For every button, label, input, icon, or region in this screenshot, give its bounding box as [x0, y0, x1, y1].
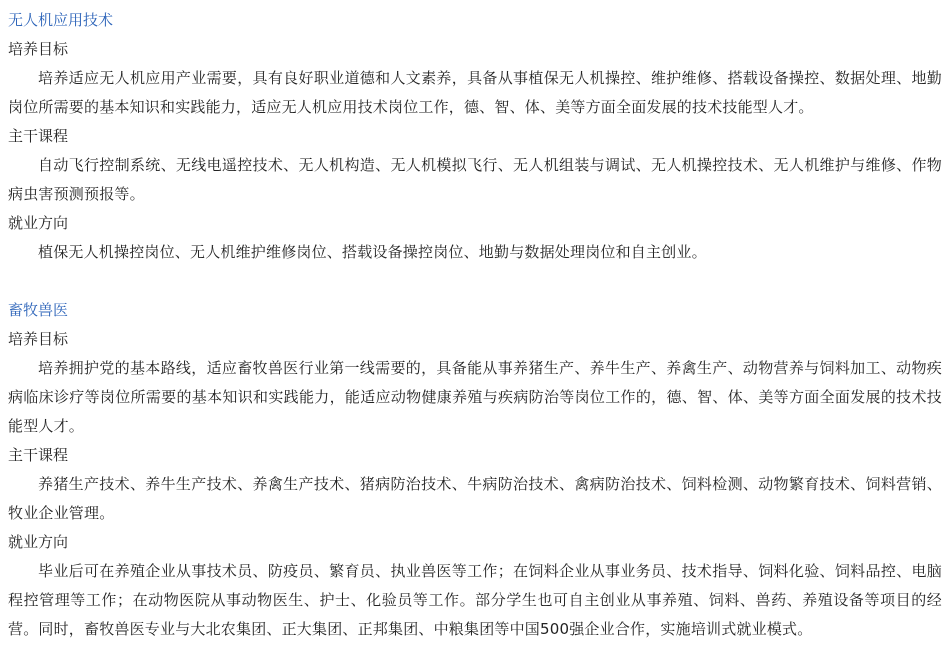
main-courses-block — [8, 441, 942, 528]
block-heading: 培养目标 — [8, 40, 69, 58]
block-text: 毕业后可在养殖企业从事技术员、防疫员、繁育员、执业兽医等工作；在饲料企业从事业务员、技术指导、饲料化验、饲料品控、电脑程控管理等工作；在动物医院从事动物医生、护士、化验员等工作。部分学生也可自主创业从事养殖、饲料、兽药、养殖设备等项目的经营。同时，畜牧兽医专业与大北农集团、正大集团、正邦集团、中粮集团等中国500强企业合作，实施培训式就业模式。 — [8, 562, 942, 638]
section-title[interactable]: 无人机应用技术 — [8, 11, 114, 29]
program-section-uav — [8, 6, 942, 267]
section-divider — [8, 267, 942, 296]
block-heading: 培养目标 — [8, 330, 69, 348]
block-text: 植保无人机操控岗位、无人机维护维修岗位、搭载设备操控岗位、地勤与数据处理岗位和自主创业。 — [38, 243, 707, 261]
block-heading: 主干课程 — [8, 446, 69, 464]
training-objective-block — [8, 35, 942, 122]
block-text: 培养拥护党的基本路线，适应畜牧兽医行业第一线需要的，具备能从事养猪生产、养牛生产、养禽生产、动物营养与饲料加工、动物疾病临床诊疗等岗位所需要的基本知识和实践能力，能适应动物健康养殖与疾病防治等岗位工作的，德、智、体、美等方面全面发展的技术技能型人才。 — [8, 359, 942, 435]
block-heading: 就业方向 — [8, 214, 69, 232]
block-heading: 就业方向 — [8, 533, 69, 551]
block-text: 养猪生产技术、养牛生产技术、养禽生产技术、猪病防治技术、牛病防治技术、禽病防治技术、饲料检测、动物繁育技术、饲料营销、牧业企业管理。 — [8, 475, 942, 522]
block-text: 培养适应无人机应用产业需要，具有良好职业道德和人文素养，具备从事植保无人机操控、维护维修、搭载设备操控、数据处理、地勤岗位所需要的基本知识和实践能力，适应无人机应用技术岗位工作，德、智、体、美等方面全面发展的技术技能型人才。 — [8, 69, 942, 116]
main-courses-block — [8, 122, 942, 209]
program-section-animal-husbandry — [8, 296, 942, 644]
section-title[interactable]: 畜牧兽医 — [8, 301, 69, 319]
employment-direction-block — [8, 528, 942, 644]
training-objective-block — [8, 325, 942, 441]
block-text: 自动飞行控制系统、无线电遥控技术、无人机构造、无人机模拟飞行、无人机组装与调试、无人机操控技术、无人机维护与维修、作物病虫害预测预报等。 — [8, 156, 942, 203]
employment-direction-block — [8, 209, 942, 267]
block-heading: 主干课程 — [8, 127, 69, 145]
